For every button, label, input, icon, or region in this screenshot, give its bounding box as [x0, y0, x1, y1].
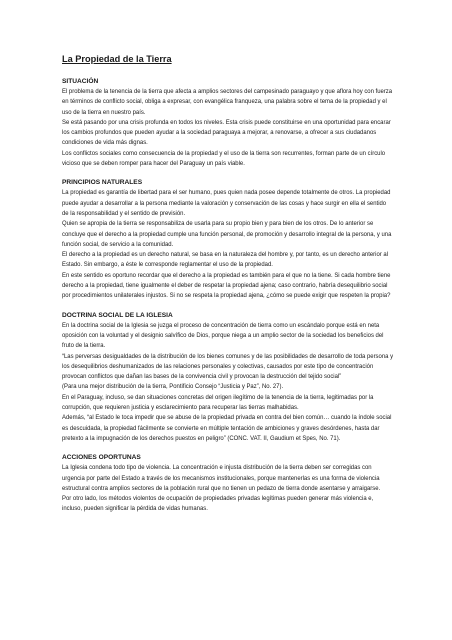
section-heading: DOCTRINA SOCIAL DE LA IGLESIA: [62, 311, 173, 319]
paragraph: En este sentido es oportuno recordar que el derecho a la propiedad es también para el que no la tiene. Si cada hombre tiene derecho a la propiedad, tiene igualmente el deber de respetar la propiedad ajena; caso contrario, habría desequilibrio social por procedimientos unilaterales injustos. Si no se respeta la propiedad ajena, ¿cómo se puede exigir que respeten la propia?: [62, 272, 391, 300]
paragraph: El problema de la tenencia de la tierra que afecta a amplios sectores del campesinado paraguayo y que aflora hoy con fuerza en términos de conflicto social, obliga a expresar, con evangélica franqueza, una palabra sobre el tema de la propiedad y el uso de la tierra en nuestro país.: [62, 89, 393, 116]
paragraph: La propiedad es garantía de libertad para el ser humano, pues quien nada posee depende totalmente de otros. La propiedad puede ayudar a desarrollar a la persona mediante la valoración y conservación de las cosas y hace surgir en ella el sentido de la responsabilidad y el sentido de previsión.: [62, 190, 391, 217]
paragraph: Además, “al Estado le toca impedir que se abuse de la propiedad privada en contra del bien común… cuando la índole social es descuidada, la propiedad fácilmente se convierte en múltiple tentación de ambiciones y graves desórdenes, hasta dar pretexto a la impugnación de los derechos puestos en peligro” (CONC. VAT. II, Gaudium et Spes, No. 71).: [62, 415, 392, 442]
paragraph: El derecho a la propiedad es un derecho natural, se basa en la naturaleza del hombre y, por tanto, es un derecho anterior al Estado. Sin embargo, a éste le corresponde reglamentar el uso de la propiedad.: [62, 252, 389, 269]
document-title: La Propiedad de la Tierra: [62, 54, 172, 64]
paragraph: Por otro lado, los métodos violentos de ocupación de propiedades privadas legítimas pueden generar más violencia e, incluso, pueden significar la pérdida de vidas humanas.: [62, 496, 374, 513]
section-principios-naturales: [62, 178, 394, 301]
section-situacion: [62, 77, 394, 169]
section-acciones-oportunas: [62, 453, 394, 514]
section-heading: PRINCIPIOS NATURALES: [62, 179, 143, 187]
paragraph: Se está pasando por una crisis profunda en todos los niveles. Esta crisis puede constituirse en una oportunidad para encarar los cambios profundos que pueden ayudar a la sociedad paraguaya a mejorar, a renovarse, a ofrecer a sus ciudadanos condiciones de vida más dignas.: [62, 119, 391, 147]
paragraph: La Iglesia condena todo tipo de violencia. La concentración e injusta distribución de la tierra deben ser corregidas con urgencia por parte del Estado a través de los mecanismos institucionales, porque mantenerlas es una forma de violencia estructural contra amplios sectores de la población rural que no tienen un pedazo de tierra donde asentarse y arraigarse.: [62, 465, 381, 492]
section-heading: SITUACIÓN: [62, 78, 99, 85]
section-heading: ACCIONES OPORTUNAS: [62, 454, 141, 462]
paragraph: En el Paraguay, incluso, se dan situaciones concretas del origen ilegítimo de la tenencia de la tierra, legitimadas por la corrupción, que requieren justicia y esclarecimiento para recuperar las tierras malhabidas.: [62, 394, 374, 412]
paragraph: (Para una mejor distribución de la tierra, Pontificio Consejo “Justicia y Paz”, No. 27).: [62, 384, 284, 391]
section-doctrina-social: [62, 311, 394, 445]
paragraph: “Las perversas desigualdades de la distribución de los bienes comunes y de las posibilidades de desarrollo de toda persona y los desequilibrios deshumanizados de las relaciones personales y colectivas, causados por este tipo de concentración provocan conflictos que dañan las bases de la convivencia civil y provocan la destrucción del tejido social”: [62, 353, 394, 381]
paragraph: En la doctrina social de la Iglesia se juzga el proceso de concentración de tierra como un escándalo porque está en neta oposición con la voluntad y el designio salvífico de Dios, porque niega a un amplio sector de la sociedad los beneficios del fruto de la tierra.: [62, 322, 384, 350]
paragraph: Quien se apropia de la tierra se responsabiliza de usarla para su propio bien y para bien de los otros. De lo anterior se concluye que el derecho a la propiedad cumple una función personal, de promoción y desarrollo integral de la persona, y una función social, de servicio a la comunidad.: [62, 221, 392, 248]
paragraph: Los conflictos sociales como consecuencia de la propiedad y el uso de la tierra son recurrentes, forman parte de un círculo vicioso que se deben romper para hacer del Paraguay un país viable.: [62, 150, 386, 168]
